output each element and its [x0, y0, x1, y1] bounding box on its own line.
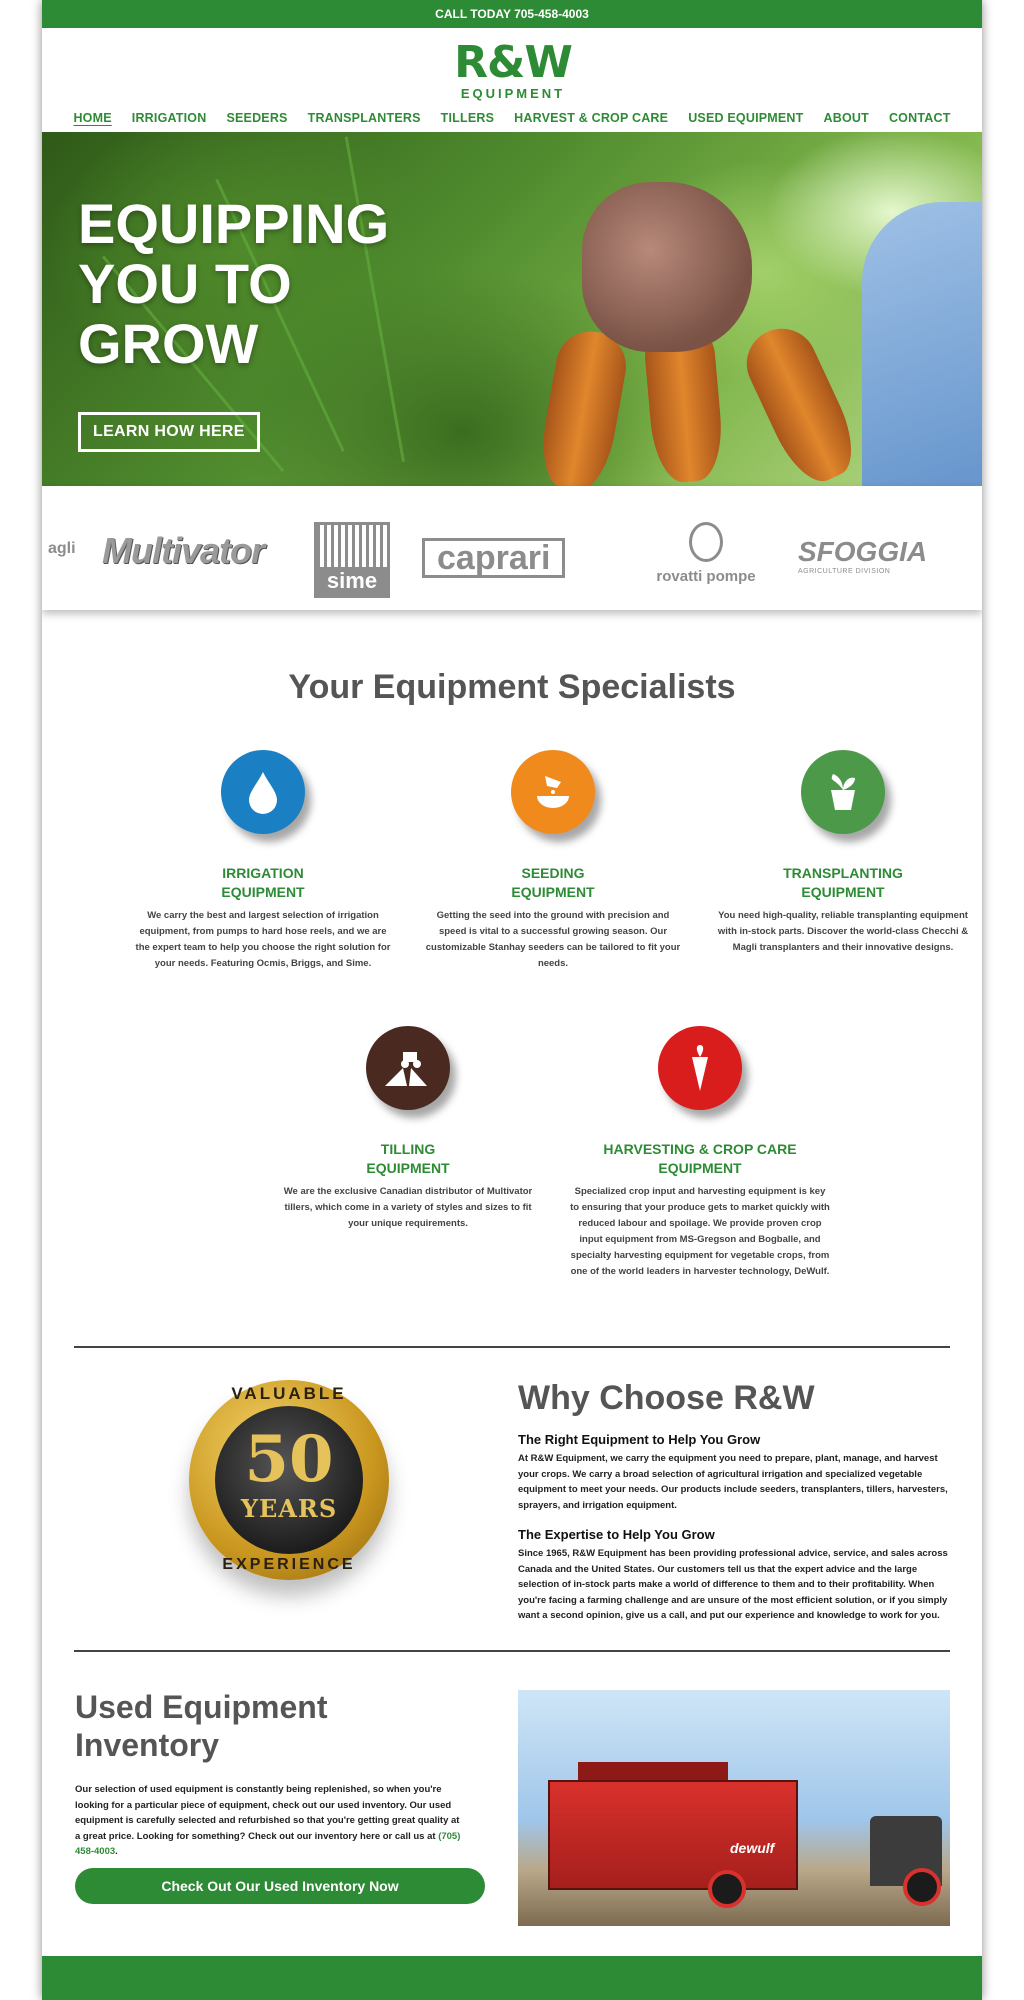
card-title-line2: EQUIPMENT	[658, 1160, 742, 1176]
used-title	[75, 1688, 435, 1764]
card-title	[423, 864, 683, 902]
used-text-body: Our selection of used equipment is constantly being replenished, so when you're looking for a particular piece of equipment, check out our used inventory. Our used equipment is carefully selected and refurbished so that you're getting great quality at a great price. Looking for something? Check out our inventory here or call us at	[75, 1784, 460, 1842]
card-title-line1: SEEDING	[521, 865, 585, 881]
card-text: You need high-quality, reliable transplanting equipment with in-stock parts. Discover the world-class Checchi & Magli transplanters and their innovative designs.	[717, 910, 969, 953]
why-heading-1: The Right Equipment to Help You Grow	[518, 1432, 761, 1447]
harvesting-card[interactable]	[570, 1026, 830, 1280]
card-title-line2: EQUIPMENT	[366, 1160, 450, 1176]
water-drop-svg	[243, 770, 283, 814]
brand-carousel	[42, 486, 982, 610]
carrot-svg	[678, 1043, 722, 1093]
why-text-1: At R&W Equipment, we carry the equipment you need to prepare, plant, manage, and harvest your crops. We carry a broad selection of agricultural irrigation and specialized vegetable equipment to meet your needs. Our products include seeders, transplanters, tillers, harvesters, sprayers, and irrigation equipment.	[518, 1453, 948, 1511]
why-choose-section	[518, 1378, 958, 1624]
brand-sime-text: sime	[317, 567, 387, 595]
brand-sime-logo[interactable]	[314, 522, 390, 598]
brand-sfoggia-logo[interactable]	[798, 536, 927, 575]
brand-sfoggia-text: SFOGGIA	[798, 536, 928, 567]
used-title-line1: Used Equipment	[75, 1689, 328, 1725]
call-text[interactable]: CALL TODAY 705-458-4003	[435, 7, 589, 21]
site-logo[interactable]	[453, 37, 573, 106]
carrot-image	[535, 326, 632, 486]
page	[42, 0, 982, 2000]
section-divider	[74, 1650, 950, 1652]
tractor-field-icon	[366, 1026, 450, 1110]
wheel	[708, 1870, 746, 1908]
carrot-image	[735, 317, 866, 486]
card-title-line2: EQUIPMENT	[801, 884, 885, 900]
rovatti-mark-icon	[689, 522, 723, 562]
badge-number: 50	[244, 1422, 334, 1497]
used-inventory-button[interactable]: Check Out Our Used Inventory Now	[75, 1868, 485, 1904]
plant-pot-svg	[821, 770, 865, 814]
badge-bottom-text: EXPERIENCE	[222, 1556, 356, 1573]
footer-bar	[42, 1956, 982, 2000]
hero-banner	[42, 132, 982, 486]
card-title-line2: EQUIPMENT	[221, 884, 305, 900]
nav-tillers[interactable]: TILLERS	[440, 111, 495, 125]
used-text	[75, 1782, 463, 1860]
harvester-photo	[518, 1690, 950, 1926]
card-title	[713, 864, 973, 902]
brand-sfoggia-subtitle: AGRICULTURE DIVISION	[798, 568, 891, 575]
nav-home[interactable]: HOME	[73, 111, 112, 125]
why-heading-2: The Expertise to Help You Grow	[518, 1527, 715, 1542]
water-drop-icon	[221, 750, 305, 834]
seeding-card[interactable]	[423, 750, 683, 972]
badge-top-text: VALUABLE	[231, 1384, 347, 1403]
nav-transplanters[interactable]: TRANSPLANTERS	[307, 111, 421, 125]
learn-how-button[interactable]: LEARN HOW HERE	[78, 412, 260, 452]
plant-pot-icon	[801, 750, 885, 834]
seed-hand-svg	[531, 770, 575, 814]
card-title	[278, 1140, 538, 1178]
hero-title-line: YOU TO	[78, 252, 292, 315]
card-title-line1: TRANSPLANTING	[783, 865, 903, 881]
nav-seeders[interactable]: SEEDERS	[226, 111, 288, 125]
hand-image	[582, 182, 752, 352]
nav-used-equipment[interactable]: USED EQUIPMENT	[688, 111, 804, 125]
phone-link[interactable]: (705) 458-4003	[75, 1830, 461, 1857]
card-text: Specialized crop input and harvesting equipment is key to ensuring that your produce gets to market quickly with reduced labour and spoilage. We provide proven crop input equipment from MS-Gregson and Bogballe, and specialty harvesting equipment for vegetable crops, from one of the world leaders in harvester technology, DeWulf.	[570, 1186, 830, 1277]
call-bar[interactable]	[42, 0, 982, 28]
nav-contact[interactable]: CONTACT	[888, 111, 951, 125]
why-text-2: Since 1965, R&W Equipment has been providing professional advice, service, and sales across Canada and the United States. Our customers tell us that the expert advice and the large selection of in-stock parts make a world of difference to them and to their profitability. When you're facing a farming challenge and are unsure of the most efficient solution, or if you simply want a second opinion, give us a call, and put our experience and knowledge to work for you.	[518, 1548, 948, 1621]
card-title	[570, 1140, 830, 1178]
fifty-years-badge	[189, 1380, 389, 1580]
card-title-line2: EQUIPMENT	[511, 884, 595, 900]
seed-hand-icon	[511, 750, 595, 834]
hero-title-line: GROW	[78, 312, 259, 375]
card-text: Getting the seed into the ground with precision and speed is vital to a successful growing season. Our customizable Stanhay seeders can be tailored to fit your needs.	[425, 910, 681, 969]
transplanting-card[interactable]	[713, 750, 973, 956]
hero-title-line: EQUIPPING	[78, 192, 390, 255]
card-title	[133, 864, 393, 902]
card-title-line1: TILLING	[380, 1141, 436, 1157]
brand-rovatti-text: rovatti pompe	[656, 568, 756, 585]
brand-magli-logo[interactable]: agli	[48, 540, 76, 557]
tractor-field-svg	[383, 1046, 433, 1090]
card-title-line1: IRRIGATION	[222, 865, 304, 881]
used-text-period: .	[115, 1846, 118, 1857]
used-title-line2: Inventory	[75, 1727, 220, 1763]
logo-mark: R&W	[454, 37, 572, 88]
brand-caprari-logo[interactable]: caprari	[422, 538, 565, 578]
badge-years: YEARS	[240, 1494, 338, 1523]
machine-brand-label: dewulf	[730, 1840, 775, 1856]
brand-multivator-logo[interactable]: Multivator	[102, 530, 265, 571]
nav-harvest-crop-care[interactable]: HARVEST & CROP CARE	[514, 111, 669, 125]
sleeve-image	[862, 202, 982, 486]
main-nav	[42, 110, 982, 126]
nav-about[interactable]: ABOUT	[823, 111, 869, 125]
specialists-title: Your Equipment Specialists	[288, 668, 736, 706]
card-title-line1: HARVESTING & CROP CARE	[603, 1141, 797, 1157]
card-text: We carry the best and largest selection of irrigation equipment, from pumps to hard hose reels, and we are the expert team to help you choose the right solution for your needs. Featuring Ocmis, Briggs, and Sime.	[135, 910, 391, 969]
brand-rovatti-logo[interactable]	[636, 522, 776, 585]
section-divider	[74, 1346, 950, 1348]
irrigation-card[interactable]	[133, 750, 393, 972]
logo-subtitle: EQUIPMENT	[460, 86, 566, 101]
wheel	[903, 1868, 941, 1906]
tilling-card[interactable]	[278, 1026, 538, 1232]
nav-irrigation[interactable]: IRRIGATION	[131, 111, 207, 125]
card-text: We are the exclusive Canadian distributor of Multivator tillers, which come in a variety of styles and sizes to fit your unique requirements.	[283, 1186, 533, 1229]
hero-title	[78, 194, 389, 374]
why-title: Why Choose R&W	[518, 1379, 815, 1417]
carrot-icon	[658, 1026, 742, 1110]
machine-body	[548, 1780, 798, 1890]
